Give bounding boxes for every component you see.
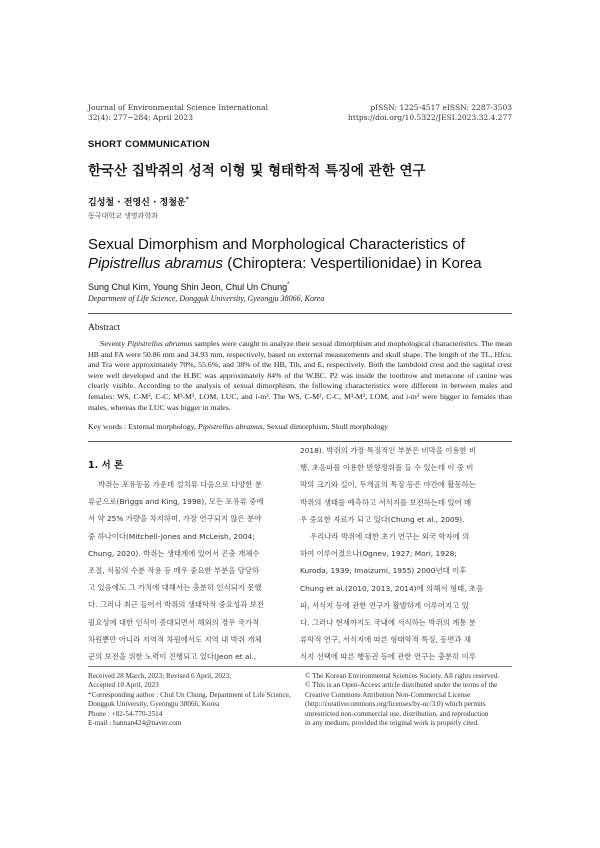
right-column-line: Chung et al.(2010, 2013, 2014)에 의해서 형태, 초음 xyxy=(300,583,484,593)
english-authors: Sung Chul Kim, Young Shin Jeon, Chul Un Chung* xyxy=(88,282,290,292)
english-affiliation: Department of Life Science, Dongguk University, Gyeongju 38066, Korea xyxy=(88,294,325,303)
footnote-right xyxy=(305,672,517,728)
right-column-line: 막의 크기와 길이, 두개골의 특징 등은 야간에 활동하는 xyxy=(300,480,476,490)
right-column-line: 식지 선택에 따른 행동권 등에 관한 연구는 충분히 이루 xyxy=(300,652,476,662)
left-column-line: 차원뿐만 아니라 지역적 차원에서도 지역 내 박쥐 개체 xyxy=(88,634,262,644)
korean-affiliation: 동국대학교 생명과학과 xyxy=(88,212,158,220)
left-column-line: 필요성에 대한 인식이 증대되면서 해외의 경우 국가적 xyxy=(88,617,260,627)
journal-header xyxy=(88,103,268,123)
license-line: (http://creativecommons.org/licenses/by-nc/3.0) which permits xyxy=(305,700,486,709)
corr-email[interactable]: E-mail : batman424@naver.com xyxy=(88,719,182,728)
license-line: © This is an Open-Access article distributed under the terms of the xyxy=(305,681,498,690)
issn: pISSN: 1225-4517 eISSN: 2287-3503 xyxy=(370,103,512,112)
right-column-line: 우 중요한 자료가 되고 있다(Chung et al., 2009). xyxy=(300,514,465,524)
english-title xyxy=(88,235,528,273)
journal-name: Journal of Environmental Science International xyxy=(88,103,269,112)
right-column-line: 2018). 박쥐의 가장 특징적인 부분은 비막을 이용한 비 xyxy=(300,446,477,455)
right-column-line: 박쥐의 생태를 예측하고 서식지를 보전하는데 있어 매 xyxy=(300,497,472,507)
abstract-text xyxy=(88,339,512,413)
right-column-line: 행, 초음파를 이용한 반향정위를 들 수 있는데 이 중 비 xyxy=(300,463,474,473)
accepted-date: Accepted 10 April, 2023 xyxy=(88,681,159,690)
left-column-line: 조절, 식물의 수분 작용 등 매우 중요한 부분을 담당하 xyxy=(88,566,260,576)
left-column-line: 다. 그러나 최근 들어서 박쥐의 생태학적 중요성과 보전 xyxy=(88,600,264,610)
english-title-species: Pipistrellus abramus xyxy=(88,255,224,272)
right-column-line: Kuroda, 1939; Imaizumi, 1955) 2000년대 이후 xyxy=(300,566,467,576)
received-date: Received 28 March, 2023; Revised 6 April, 2023; xyxy=(88,672,232,680)
abstract-heading: Abstract xyxy=(88,323,121,333)
keywords-species: Pipistrellus abramus xyxy=(197,422,263,431)
doi-link[interactable]: https://doi.org/10.5322/JESI.2023.32.4.277 xyxy=(348,113,512,122)
korean-authors: 김성철 · 전영신 · 정철운* xyxy=(88,196,189,208)
korean-authors-text: 김성철 · 전영신 · 정철운 xyxy=(88,198,186,208)
corr-phone: Phone : +82-54-770-2514 xyxy=(88,709,163,718)
left-column-line: 류군으로(Briggs and King, 1998), 모든 포유류 중에 xyxy=(88,497,264,507)
right-column-line: 우리나라 박쥐에 대한 초기 연구는 외국 학자에 의 xyxy=(310,532,470,542)
abstract-body: samples were caught to analyze their sexual dimorphism and mophological characteristics. The mean HB and FA were 50.86 mm and 34.93 mm, respectively, based on external measurements and skull shape. The length of the TL, Hfcu, and Tra were approximately 70%, 55.6%, and 38% of the HB, Tib, and E, respectively. Both the lambdoid crest and the sagittal crest were well developed and the H.BC was approximately 84% of the W.BC. P2 was inside the toothrow and metacone of canine was clearly visible. According to the analysis of sexual dimorphism, the following characteristics were different in between males and females: WS, C-M³, C-C, M³-M³, LOM, LUC, and i-m³. The WS, C-M³, C-C, M³-M³, LOM, and i-m³ were bigger in females than males, whereas the LUC was bigger in males. xyxy=(88,339,512,412)
corresponding-author xyxy=(88,691,298,700)
license-line: © The Korean Environmental Sciences Society. All rights reserved. xyxy=(305,672,500,680)
english-authors-text: Sung Chul Kim, Young Shin Jeon, Chul Un Chung xyxy=(88,282,288,292)
journal-volume: 32(4): 277~284; April 2023 xyxy=(88,113,193,122)
english-title-part1: Sexual Dimorphism and Morphological Characteristics of xyxy=(88,236,465,253)
left-column-line: 서 약 25% 가량을 차지하며, 가장 연구되지 않은 분야 xyxy=(88,514,262,524)
english-title-part2: (Chiroptera: Vespertilionidae) in Korea xyxy=(223,255,482,272)
footer-rule xyxy=(88,666,512,667)
left-column-line: 고 있음에도 그 가치에 대해서는 충분히 인식되지 못했 xyxy=(88,583,262,593)
keywords-label: Key words : xyxy=(88,422,129,431)
abstract-species: Pipistrellus abramus xyxy=(127,339,193,348)
top-rule xyxy=(88,313,512,314)
corr-address: Dongguk University, Gyeongju 38066, Korea xyxy=(88,700,220,709)
left-column xyxy=(88,476,300,665)
keywords-before: External morphology, xyxy=(128,422,198,431)
corr-label: *Corresponding author xyxy=(88,690,155,699)
keywords-after: , Sexual dimorphism, Skull morphology xyxy=(262,422,389,431)
right-column-line: 하여 이루어졌으나(Ognev, 1927; Mori, 1928; xyxy=(300,549,457,559)
right-column xyxy=(300,442,512,666)
issn-header xyxy=(348,103,512,123)
right-column-line: 파, 서식지 등에 관한 연구가 활발하게 이루어지고 있 xyxy=(300,600,469,610)
right-column-line: 다. 그러나 현재까지도 국내에 서식하는 박쥐의 계통 분 xyxy=(300,618,476,628)
left-column-line: Chung, 2020). 박쥐는 생태계에 있어서 곤충 개체수 xyxy=(88,548,260,558)
article-type: SHORT COMMUNICATION xyxy=(88,139,210,150)
keywords xyxy=(88,422,512,431)
license-line: unrestricted non-commercial use, distribution, and reproduction xyxy=(305,709,489,718)
footnote-left xyxy=(88,672,298,728)
abstract-lead: Seventy xyxy=(100,339,128,348)
corr-name: : Chul Un Chung, Department of Life Science, xyxy=(154,690,291,699)
section-heading: 1. 서 론 xyxy=(88,460,124,471)
right-column-line: 류학적 연구, 서식지에 따른 형태학적 특징, 동면과 채 xyxy=(300,635,472,645)
left-column-line: 중 하나이다(Mitchell-Jones and McLeish, 2004; xyxy=(88,531,255,541)
left-column-line: 군의 보전을 위한 노력이 진행되고 있다(Jeon et al., xyxy=(88,652,257,662)
license-line: in any medium, provided the original work is properly cited. xyxy=(305,719,479,728)
korean-title: 한국산 집박쥐의 성적 이형 및 형태학적 특징에 관한 연구 xyxy=(88,163,426,179)
left-column-line: 박쥐는 포유동물 가운데 설치류 다음으로 다양한 분 xyxy=(98,480,263,489)
license-line: Creative Commons Attribution Non-Commercial License xyxy=(305,690,471,699)
